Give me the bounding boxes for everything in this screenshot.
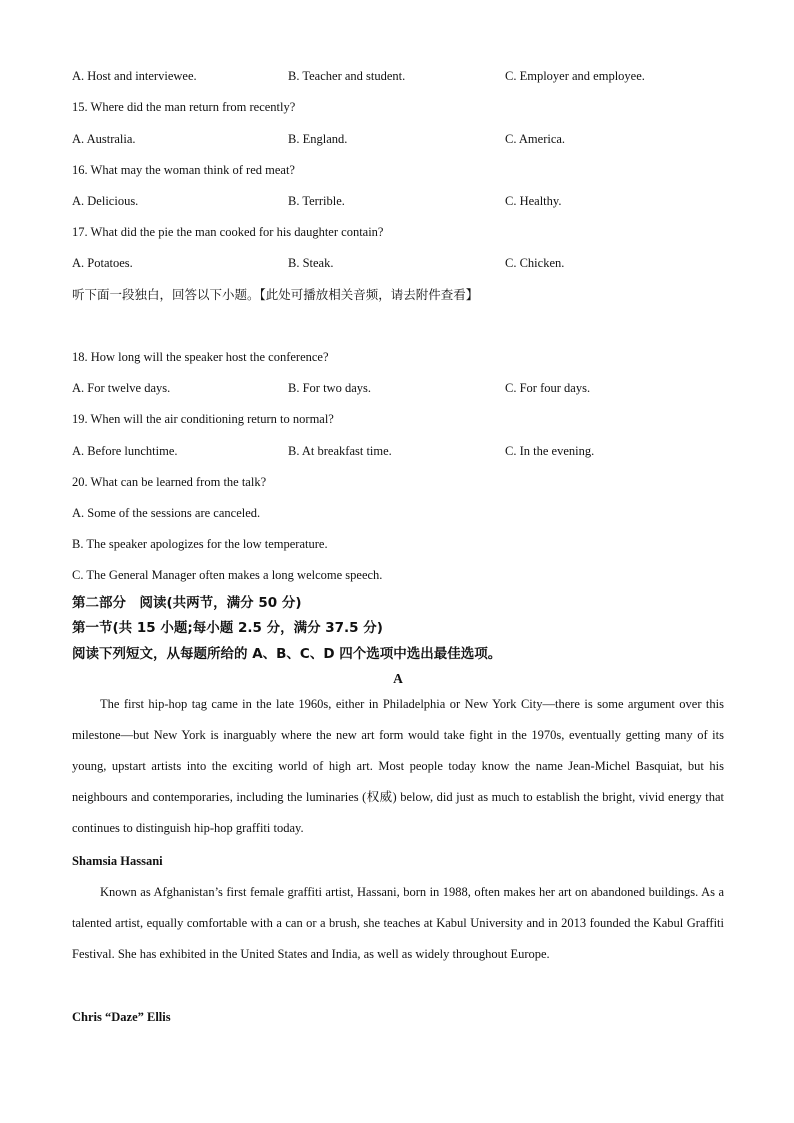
q16-option-b: B. Terrible. — [288, 194, 345, 208]
q19-option-b: B. At breakfast time. — [288, 444, 392, 458]
q20-option-b: B. The speaker apologizes for the low temperature. — [72, 537, 328, 551]
passage-paragraph-2: Known as Afghanistan’s first female graffiti artist, Hassani, born in 1988, often makes her art on abandoned buildings. As a talented artist, equally comfortable with a can or a brush, she teaches at Kabul University and in 2013 founded the Kabul Graffiti Festival. She has exhibited in the United States and India, as well as widely throughout Europe. — [72, 885, 724, 961]
q16-option-a: A. Delicious. — [72, 194, 139, 208]
q15-stem: 15. Where did the man return from recently? — [72, 100, 296, 114]
q15-option-a: A. Australia. — [72, 132, 136, 146]
q18-option-c: C. For four days. — [505, 381, 591, 395]
artist-heading-shamsia-hassani: Shamsia Hassani — [72, 854, 163, 868]
q14-option-a: A. Host and interviewee. — [72, 69, 197, 83]
q19-option-c: C. In the evening. — [505, 444, 595, 458]
q18-option-b: B. For two days. — [288, 381, 371, 395]
q17-option-a: A. Potatoes. — [72, 256, 133, 270]
q18-option-a: A. For twelve days. — [72, 381, 171, 395]
part2-title: 第二部分 阅读(共两节，满分 50 分) — [72, 595, 302, 611]
q17-stem: 17. What did the pie the man cooked for his daughter contain? — [72, 225, 384, 239]
q18-stem: 18. How long will the speaker host the conference? — [72, 350, 329, 364]
section1-title: 第一节(共 15 小题;每小题 2.5 分，满分 37.5 分) — [72, 620, 383, 636]
q20-stem: 20. What can be learned from the talk? — [72, 475, 267, 489]
q19-stem: 19. When will the air conditioning return to normal? — [72, 412, 334, 426]
q17-option-c: C. Chicken. — [505, 256, 565, 270]
q16-stem: 16. What may the woman think of red meat? — [72, 163, 295, 177]
q15-option-c: C. America. — [505, 132, 566, 146]
reading-instruction: 阅读下列短文，从每题所给的 A、B、C、D 四个选项中选出最佳选项。 — [72, 646, 502, 662]
q16-option-c: C. Healthy. — [505, 194, 562, 208]
q14-option-c: C. Employer and employee. — [505, 69, 645, 83]
q20-option-c: C. The General Manager often makes a long welcome speech. — [72, 568, 383, 582]
q20-option-a: A. Some of the sessions are canceled. — [72, 506, 261, 520]
passage-label: A — [393, 671, 403, 686]
q15-option-b: B. England. — [288, 132, 348, 146]
artist-heading-chris-daze-ellis: Chris “Daze” Ellis — [72, 1010, 171, 1024]
q19-option-a: A. Before lunchtime. — [72, 444, 178, 458]
monologue-instruction: 听下面一段独白，回答以下小题。【此处可播放相关音频，请去附件查看】 — [72, 287, 479, 302]
passage-paragraph-1: The first hip-hop tag came in the late 1960s, either in Philadelphia or New York City—there is some argument over this milestone—but New York is inarguably where the new art form would take fight in the 1970s, eventually getting many of its young, upstart artists into the exciting world of high art. Most people today know the name Jean-Michel Basquiat, but his neighbours and contemporaries, including the luminaries (权威) below, did just as much to establish the bright, vivid energy that continues to distinguish hip-hop graffiti today. — [72, 697, 724, 835]
q14-option-b: B. Teacher and student. — [288, 69, 406, 83]
q17-option-b: B. Steak. — [288, 256, 334, 270]
